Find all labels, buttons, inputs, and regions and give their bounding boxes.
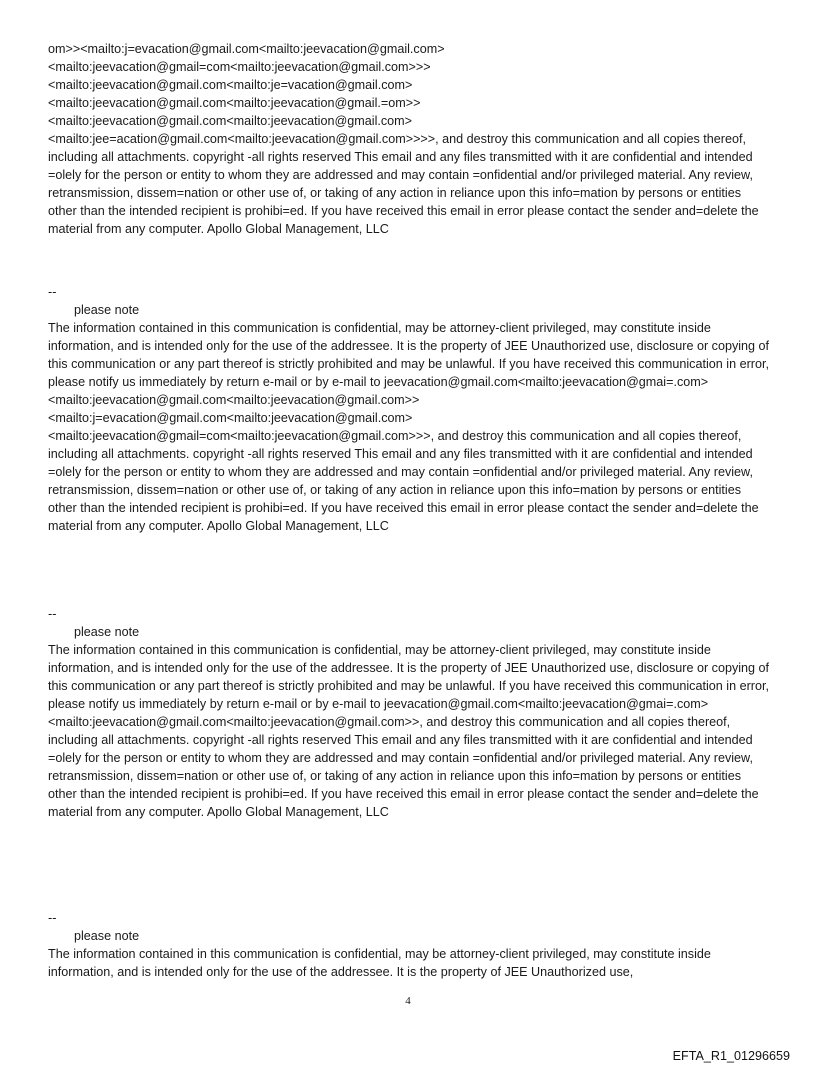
please-note-heading-1: please note bbox=[74, 303, 140, 317]
separator-dashes-1: -- bbox=[48, 285, 57, 299]
separator-dashes-2: -- bbox=[48, 607, 57, 621]
disclaimer-paragraph-1: om>><mailto:j=evacation@gmail.com<mailto:jeevacation@gmail.com><mailto:jeevacation@gmail=com<mailto:jeevacation@gmail.com>>><mailto:jeevacation@gmail.com<mailto:je=vacation@gmail.com><mailto:jeevacation@gmail.com<mailto:jeevacation@gmail.=om>><mailto:jeevacation@gmail.com<mailto:jeevacation@gmail.com><mailto:jee=acation@gmail.com<mailto:jeevacation@gmail.com>>>>, and destroy this communication and all copies thereof, including all attachments. copyright -all rights reserved This email and any files transmitted with it are confidential and intended =olely for the person or entity to whom they are addressed and may contain =onfidential and/or privileged material. Any review, retransmission, dissem=nation or other use of, or taking of any action in reliance upon this info=mation by persons or entities other than the intended recipient is prohibi=ed. If you have received this email in error please contact the sender and=delete the material from any computer. Apollo Global Management, LLC bbox=[48, 42, 759, 236]
page-number: 4 bbox=[405, 995, 411, 1007]
disclaimer-paragraph-3: The information contained in this communication is confidential, may be attorney-client privileged, may constitute inside information, and is intended only for the use of the addressee. It is the property of JEE Unauthorized use, disclosure or copying of this communication or any part thereof is strictly prohibited and may be unlawful. If you have received this communication in error, please notify us immediately by return e-mail or by e-mail to jeevacation@gmail.com<mailto:jeevacation@gmai=.com><mailto:jeevacation@gmail.com<mailto:jeevacation@gmail.com>>, and destroy this communication and all copies thereof, including all attachments. copyright -all rights reserved This email and any files transmitted with it are confidential and intended =olely for the person or entity to whom they are addressed and may contain =onfidential and/or privileged material. Any review, retransmission, dissem=nation or other use of, or taking of any action in reliance upon this info=mation by persons or entities other than the intended recipient is prohibi=ed. If you have received this email in error please contact the sender and=delete the material from any computer. Apollo Global Management, LLC bbox=[48, 643, 770, 819]
separator-dashes-3: -- bbox=[48, 911, 57, 925]
please-note-heading-2: please note bbox=[74, 625, 140, 639]
disclaimer-paragraph-2: The information contained in this communication is confidential, may be attorney-client privileged, may constitute inside information, and is intended only for the use of the addressee. It is the property of JEE Unauthorized use, disclosure or copying of this communication or any part thereof is strictly prohibited and may be unlawful. If you have received this communication in error, please notify us immediately by return e-mail or by e-mail to jeevacation@gmail.com<mailto:jeevacation@gmai=.com><mailto:jeevacation@gmail.com<mailto:jeevacation@gmail.com>><mailto:j=evacation@gmail.com<mailto:jeevacation@gmail.com><mailto:jeevacation@gmail=com<mailto:jeevacation@gmail.com>>>, and destroy this communication and all copies thereof, including all attachments. copyright -all rights reserved This email and any files transmitted with it are confidential and intended =olely for the person or entity to whom they are addressed and may contain =onfidential and/or privileged material. Any review, retransmission, dissem=nation or other use of, or taking of any action in reliance upon this info=mation by persons or entities other than the intended recipient is prohibi=ed. If you have received this email in error please contact the sender and=delete the material from any computer. Apollo Global Management, LLC bbox=[48, 321, 770, 533]
document-id: EFTA_R1_01296659 bbox=[672, 1049, 790, 1063]
please-note-heading-3: please note bbox=[74, 929, 140, 943]
disclaimer-paragraph-4: The information contained in this communication is confidential, may be attorney-client privileged, may constitute inside information, and is intended only for the use of the addressee. It is the property of JEE Unauthorized use, bbox=[48, 947, 711, 979]
